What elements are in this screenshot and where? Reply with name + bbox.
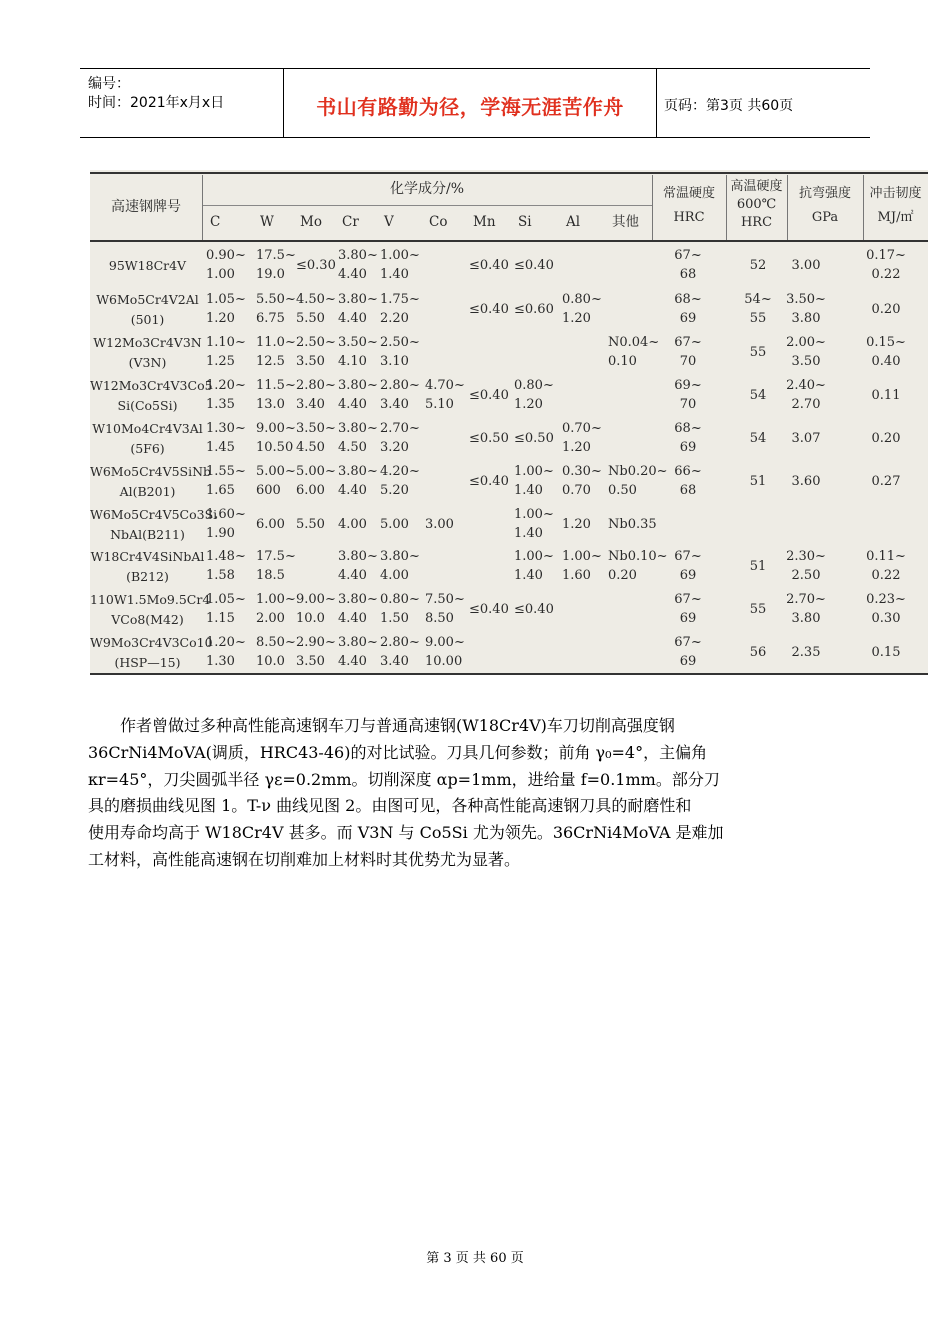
table-cell: 0.27 <box>871 474 901 489</box>
table-cell: 3.80~ 4.40 <box>338 292 378 326</box>
table-cell: 5.00~ 6.00 <box>296 464 336 498</box>
impact-header <box>863 182 928 230</box>
table-cell: 1.75~ 2.20 <box>380 292 420 326</box>
table-cell: 54 <box>749 388 767 403</box>
table-cell: 2.00~ 3.50 <box>786 335 826 369</box>
grade-cell: W6Mo5Cr4V5SiNb Al(B201) <box>90 464 212 499</box>
table-cell: 3.80~ 4.40 <box>338 549 378 583</box>
table-cell: 2.40~ 2.70 <box>786 378 826 412</box>
table-cell: 69~ 70 <box>674 378 702 412</box>
table-cell: 67~ 69 <box>674 549 702 583</box>
element-header: Mo <box>300 214 322 230</box>
table-cell: 67~ 70 <box>674 335 702 369</box>
table-cell: ≤0.40 <box>514 258 554 273</box>
element-header: 其他 <box>612 214 639 230</box>
grade-cell: W6Mo5Cr4V2Al (501) <box>96 292 199 327</box>
element-header: W <box>260 214 274 230</box>
table-cell: 0.20 <box>871 431 901 446</box>
table-cell: 1.00~ 1.40 <box>514 507 554 541</box>
paragraph-line: 作者曾做过多种高性能高速钢车刀与普通高速钢(W18Cr4V)车刀切削高强度钢 <box>120 716 675 735</box>
table-cell: 4.70~ 5.10 <box>425 378 465 412</box>
header-left-cell <box>80 69 283 137</box>
bending-unit: GPa <box>811 210 839 225</box>
paragraph-line: 具的磨损曲线见图 1。T-ν 曲线见图 2。由图可见，各种高性能高速钢刀具的耐磨性和 <box>88 796 692 816</box>
table-cell: 4.50~ 5.50 <box>296 292 336 326</box>
table-cell: 5.50 <box>296 517 325 532</box>
table-cell: 3.80~ 4.40 <box>338 248 378 282</box>
table-cell: 0.15~ 0.40 <box>866 335 906 369</box>
element-header: C <box>210 214 221 230</box>
impact-unit: MJ/㎡ <box>877 210 914 225</box>
table-cell: 2.80~ 3.40 <box>296 378 336 412</box>
table-cell: 68~ 69 <box>674 421 702 455</box>
hot-hardness-title: 高温硬度 <box>730 179 783 194</box>
table-top-rule <box>90 172 928 174</box>
table-cell: 2.70~ 3.80 <box>786 592 826 626</box>
table-cell: 9.00~ 10.0 <box>296 592 336 626</box>
table-cell: 1.10~ 1.25 <box>206 335 246 369</box>
grade-cell: W10Mo4Cr4V3Al (5F6) <box>92 421 203 456</box>
table-cell: 52 <box>749 258 767 273</box>
table-cell: 55 <box>749 602 767 617</box>
bending-header <box>787 182 863 230</box>
element-header: V <box>384 214 394 230</box>
table-cell: 2.80~ 3.40 <box>380 635 420 669</box>
table-cell: 8.50~ 10.0 <box>256 635 296 669</box>
table-cell: 67~ 68 <box>674 248 702 282</box>
table-cell: 1.30~ 1.45 <box>206 421 246 455</box>
motto: 书山有路勤为径，学海无涯苦作舟 <box>316 95 624 119</box>
table-cell: 66~ 68 <box>674 464 702 498</box>
table-cell: 0.11 <box>871 388 901 403</box>
table-cell: 3.80~ 4.40 <box>338 635 378 669</box>
table-cell: 0.23~ 0.30 <box>866 592 906 626</box>
table-cell: 0.80~ 1.20 <box>514 378 554 412</box>
grade-header: 高速钢牌号 <box>111 199 181 215</box>
table-cell: 51 <box>749 474 767 489</box>
table-cell: 4.00 <box>338 517 367 532</box>
body-paragraph <box>88 713 878 874</box>
element-header: Mn <box>473 214 496 230</box>
header-right-cell <box>656 69 870 137</box>
table-cell: ≤0.50 <box>469 431 509 446</box>
table-cell: 2.30~ 2.50 <box>786 549 826 583</box>
grade-cell: 110W1.5Mo9.5Cr4 VCo8(M42) <box>90 592 211 627</box>
grade-cell: W12Mo3Cr4V3N (V3N) <box>93 335 202 370</box>
grade-cell: W12Mo3Cr4V3Co5 Si(Co5Si) <box>90 378 213 413</box>
table-cell: 1.00~ 1.60 <box>562 549 602 583</box>
table-cell: 4.20~ 5.20 <box>380 464 420 498</box>
paragraph-line: 使用寿命均高于 W18Cr4V 甚多。而 V3N 与 Co5Si 尤为领先。36CrNi4MoVA 是难加 <box>88 823 724 843</box>
paragraph-line: 36CrNi4MoVA(调质，HRC43-46)的对比试验。刀具几何参数；前角 γ₀=4°，主偏角 <box>88 742 708 762</box>
room-hardness-header <box>652 182 726 230</box>
table-cell: 6.00 <box>256 517 285 532</box>
table-cell: 1.60~ 1.90 <box>206 507 246 541</box>
table-cell: ≤0.40 <box>469 602 509 617</box>
table-cell: 9.00~ 10.00 <box>425 635 465 669</box>
table-cell: 54~ 55 <box>744 292 772 326</box>
table-cell: 3.50~ 4.10 <box>338 335 378 369</box>
table-cell: 2.50~ 3.50 <box>296 335 336 369</box>
composition-sub-rule <box>202 205 652 206</box>
table-cell: 54 <box>749 431 767 446</box>
table-cell: 3.80~ 4.50 <box>338 421 378 455</box>
table-cell: ≤0.40 <box>469 302 509 317</box>
table-cell: ≤0.60 <box>514 302 554 317</box>
table-cell: 5.50~ 6.75 <box>256 292 296 326</box>
table-cell: 0.15 <box>871 645 901 660</box>
table-cell: 17.5~ 19.0 <box>256 248 296 282</box>
room-hardness-title: 常温硬度 <box>662 186 715 201</box>
table-cell: ≤0.40 <box>469 474 509 489</box>
table-cell: ≤0.40 <box>469 258 509 273</box>
grade-cell: W6Mo5Cr4V5Co3Si NbAl(B211) <box>90 507 218 542</box>
table-cell: 55 <box>749 345 767 360</box>
table-cell: 5.00~ 600 <box>256 464 296 498</box>
element-header: Co <box>429 214 448 230</box>
table-cell: 1.05~ 1.15 <box>206 592 246 626</box>
table-cell: Nb0.35 <box>608 517 657 532</box>
table-cell: 1.20~ 1.35 <box>206 378 246 412</box>
table-cell: 0.20 <box>871 302 901 317</box>
table-cell: 1.00~ 1.40 <box>380 248 420 282</box>
table-cell: 3.80~ 4.00 <box>380 549 420 583</box>
table-cell: 0.70~ 1.20 <box>562 421 602 455</box>
table-cell: 56 <box>749 645 767 660</box>
composition-header: 化学成分/% <box>389 181 465 197</box>
table-cell: 67~ 69 <box>674 592 702 626</box>
table-cell: 1.20 <box>562 517 591 532</box>
table-cell: 3.80~ 4.40 <box>338 378 378 412</box>
table-cell: 7.50~ 8.50 <box>425 592 465 626</box>
table-cell: 0.90~ 1.00 <box>206 248 246 282</box>
table-cell: 0.17~ 0.22 <box>866 248 906 282</box>
page-footer: 第 3 页 共 60 页 <box>426 1251 524 1266</box>
date-label: 时间：2021年x月x日 <box>88 95 225 111</box>
table-cell: 9.00~ 10.50 <box>256 421 296 455</box>
header-bottom-rule <box>90 240 928 242</box>
impact-title: 冲击韧度 <box>869 186 922 201</box>
table-cell: ≤0.30 <box>296 258 336 273</box>
element-header: Cr <box>342 214 359 230</box>
table-bottom-rule <box>90 673 928 675</box>
bending-title: 抗弯强度 <box>798 186 851 201</box>
element-header: Al <box>566 214 581 230</box>
table-cell: ≤0.50 <box>514 431 554 446</box>
table-cell: N0.04~ 0.10 <box>608 335 660 369</box>
table-cell: 3.00 <box>425 517 454 532</box>
room-hardness-unit: HRC <box>673 210 705 225</box>
table-cell: 3.50~ 3.80 <box>786 292 826 326</box>
table-cell: 1.00~ 1.40 <box>514 464 554 498</box>
table-cell: 2.90~ 3.50 <box>296 635 336 669</box>
table-cell: 1.55~ 1.65 <box>206 464 246 498</box>
table-cell: 11.5~ 13.0 <box>256 378 296 412</box>
page-info: 页码：第3页 共60页 <box>664 98 794 114</box>
table-cell: 2.70~ 3.20 <box>380 421 420 455</box>
table-cell: Nb0.20~ 0.50 <box>608 464 668 498</box>
table-cell: 1.20~ 1.30 <box>206 635 246 669</box>
table-cell: 11.0~ 12.5 <box>256 335 296 369</box>
hot-hardness-unit: HRC <box>740 215 773 230</box>
table-cell: 1.48~ 1.58 <box>206 549 246 583</box>
table-cell: 0.80~ 1.50 <box>380 592 420 626</box>
table-cell: 1.00~ 1.40 <box>514 549 554 583</box>
table-cell: 67~ 69 <box>674 635 702 669</box>
table-cell: 5.00 <box>380 517 409 532</box>
table-cell: 0.11~ 0.22 <box>866 549 906 583</box>
paragraph-line: 工材料，高性能高速钢在切削难加上材料时其优势尤为显著。 <box>88 849 521 869</box>
steel-composition-table <box>90 170 928 675</box>
table-cell: 3.80~ 4.40 <box>338 464 378 498</box>
table-cell: 1.05~ 1.20 <box>206 292 246 326</box>
table-cell: 0.80~ 1.20 <box>562 292 602 326</box>
table-cell: 3.50~ 4.50 <box>296 421 336 455</box>
table-cell: 3.80~ 4.40 <box>338 592 378 626</box>
paragraph-line: κr=45°，刀尖圆弧半径 γε=0.2mm。切削深度 αp=1mm，进给量 f=0.1mm。部分刀 <box>88 769 720 789</box>
serial-label: 编号： <box>88 76 130 92</box>
table-cell: ≤0.40 <box>469 388 509 403</box>
grade-cell: W9Mo3Cr4V3Co10 (HSP—15) <box>90 635 213 670</box>
table-cell: 3.60 <box>791 474 821 489</box>
header-center-cell <box>283 69 657 137</box>
table-cell: 2.35 <box>791 645 821 660</box>
table-cell: 0.30~ 0.70 <box>562 464 602 498</box>
table-cell: 51 <box>749 559 767 574</box>
grade-cell: 95W18Cr4V <box>108 258 187 273</box>
table-cell: 17.5~ 18.5 <box>256 549 296 583</box>
table-cell: 2.80~ 3.40 <box>380 378 420 412</box>
table-cell: 2.50~ 3.10 <box>380 335 420 369</box>
hot-hardness-header <box>726 178 787 232</box>
hot-hardness-temp: 600℃ <box>736 197 777 212</box>
grade-cell: W18Cr4V4SiNbAl (B212) <box>90 549 205 584</box>
table-cell: Nb0.10~ 0.20 <box>608 549 668 583</box>
table-cell: 3.07 <box>791 431 821 446</box>
page-header <box>80 68 870 138</box>
table-cell: 1.00~ 2.00 <box>256 592 296 626</box>
table-cell: ≤0.40 <box>514 602 554 617</box>
element-header: Si <box>518 214 532 230</box>
table-cell: 68~ 69 <box>674 292 702 326</box>
table-cell: 3.00 <box>791 258 821 273</box>
